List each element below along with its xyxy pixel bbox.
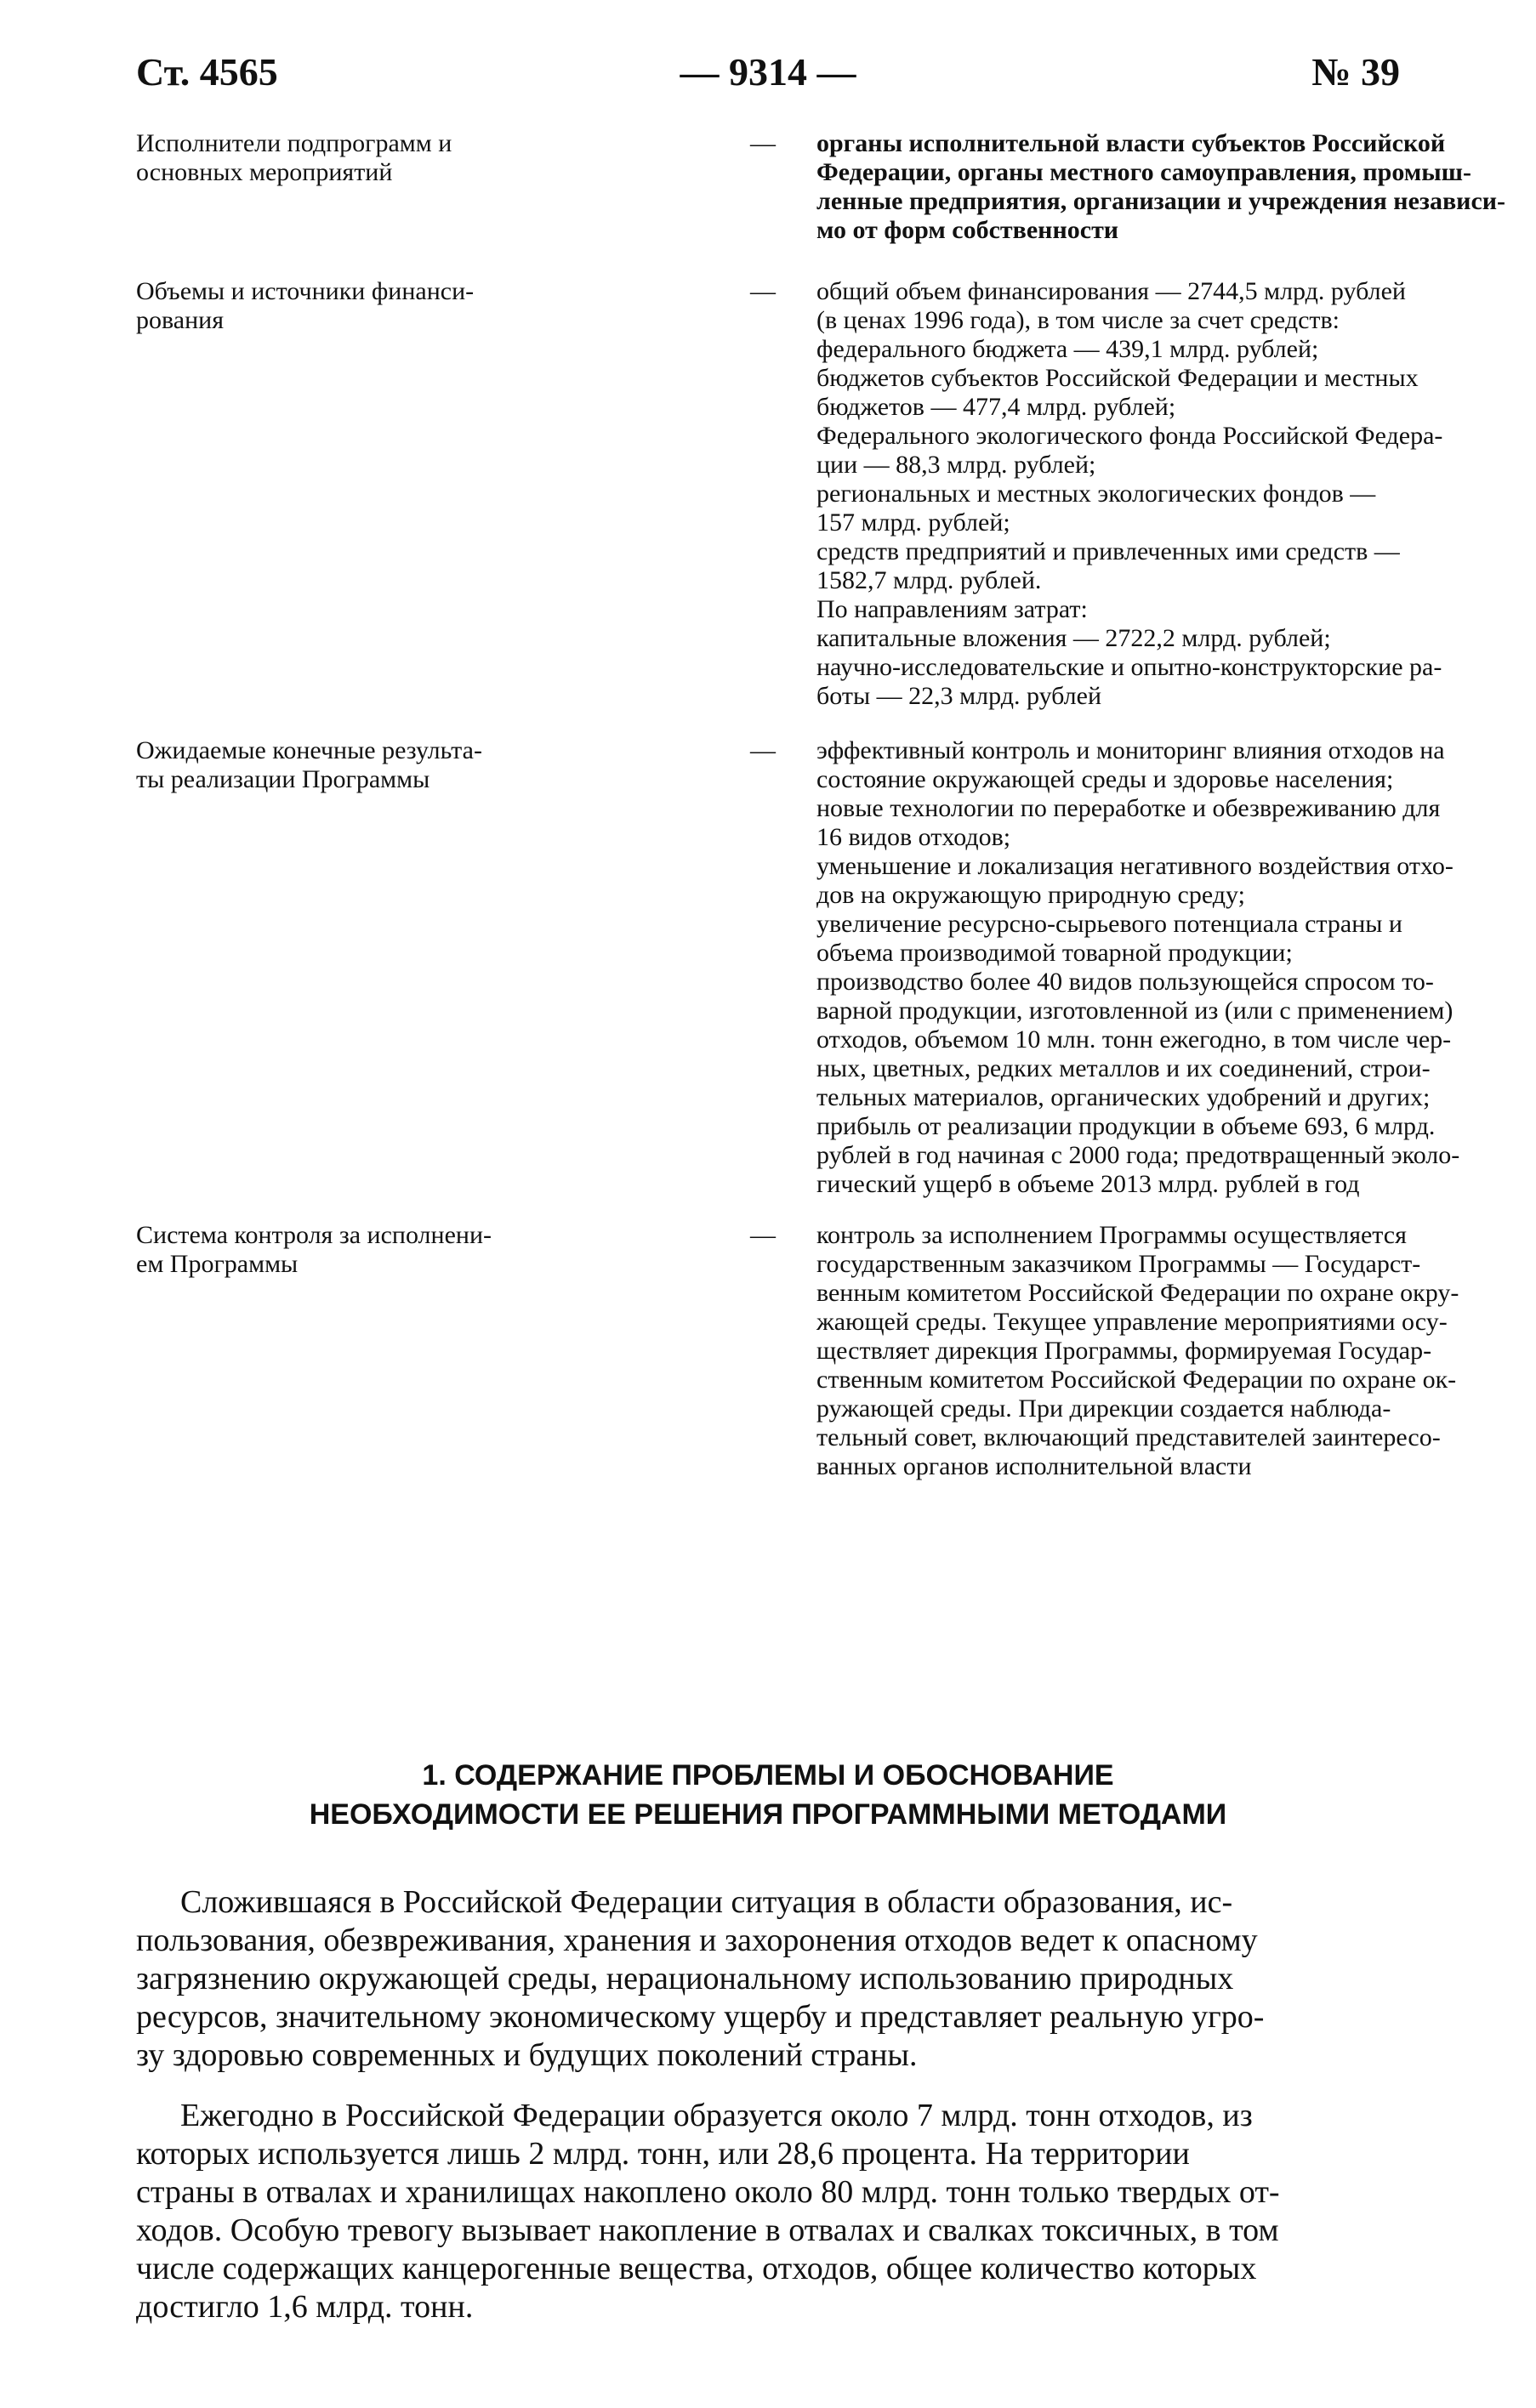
passport-label: Ожидаемые конечные результа- ты реализации Программы — [136, 736, 482, 793]
passport-content: органы исполнительной власти субъектов Российской Федерации, органы местного самоуправления, промыш- ленные предприятия, организации и учреждения независи- мо от форм собственности — [816, 129, 1506, 244]
page-ref: Ст. 4565 — [136, 50, 278, 94]
page-number: — 9314 — — [680, 50, 856, 94]
passport-dash: — — [750, 736, 776, 764]
passport-content: эффективный контроль и мониторинг влияния отходов на состояние окружающей среды и здоровье населения; новые технологии по переработке и обезвреживанию для 16 видов отходов; уменьшение и локализация негативного воздействия отхо- дов на окружающую природную среду; увеличение ресурсно-сырьевого потенциала страны и объема производимой товарной продукции; производство более 40 видов пользующейся спросом то- варной продукции, изготовленной из (или с применением) отходов, объемом 10 млн. тонн ежегодно, в том числе чер- ных, цветных, редких металлов и их соединений, строи- тельных материалов, органических удобрений и других; прибыль от реализации продукции в объеме 693, 6 млрд. рублей в год начиная с 2000 года; предотвращенный эколо- гический ущерб в объеме 2013 млрд. рублей в год — [816, 736, 1460, 1198]
passport-label: Исполнители подпрограмм и основных мероприятий — [136, 129, 452, 186]
paragraph-1: Сложившаяся в Российской Федерации ситуация в области образования, ис- пользования, обезвреживания, хранения и захоронения отходов ведет к опасному загрязнению окружающей среды, нерациональному использованию природных ресурсов, значительному экономическому ущербу и представляет реальную угро- зу здоровью современных и будущих поколений страны. — [136, 1884, 1265, 2073]
issue-number: № 39 — [1311, 50, 1400, 94]
paragraph-2: Ежегодно в Российской Федерации образуется около 7 млрд. тонн отходов, из которых используется лишь 2 млрд. тонн, или 28,6 процента. На территории страны в отвалах и хранилищах накоплено около 80 млрд. тонн только твердых от- ходов. Особую тревогу вызывает накопление в отвалах и свалках токсичных, в том числе содержащих канцерогенные вещества, отходов, общее количество которых достигло 1,6 млрд. тонн. — [136, 2098, 1280, 2325]
passport-label: Объемы и источники финанси- рования — [136, 277, 475, 334]
passport-dash: — — [750, 1221, 776, 1249]
passport-dash: — — [750, 129, 776, 157]
passport-content: общий объем финансирования — 2744,5 млрд. рублей (в ценах 1996 года), в том числе за счет средств: федерального бюджета — 439,1 млрд. рублей; бюджетов субъектов Российской Федерации и местных бюджетов — 477,4 млрд. рублей; Федерального экологического фонда Российской Федера- ции — 88,3 млрд. рублей; региональных и местных экологических фондов — 157 млрд. рублей; средств предприятий и привлеченных ими средств — 1582,7 млрд. рублей. По направлениям затрат: капитальные вложения — 2722,2 млрд. рублей; научно-исследовательские и опытно-конструкторские ра- боты — 22,3 млрд. рублей — [816, 277, 1443, 710]
passport-dash: — — [750, 277, 776, 305]
passport-content: контроль за исполнением Программы осуществляется государственным заказчиком Программы — Государст- венным комитетом Российской Федерации по охране окру- жающей среды. Текущее управление мероприятиями осу- ществляет дирекция Программы, формируемая Государ- ственным комитетом Российской Федерации по охране ок- ружающей среды. При дирекции создается наблюда- тельный совет, включающий представителей заинтересо- ванных органов исполнительной власти — [816, 1221, 1459, 1480]
page-header — [136, 49, 1400, 100]
section-title: 1. СОДЕРЖАНИЕ ПРОБЛЕМЫ И ОБОСНОВАНИЕ НЕОБХОДИМОСТИ ЕЕ РЕШЕНИЯ ПРОГРАММНЫМИ МЕТОДАМИ — [309, 1759, 1227, 1831]
passport-label: Система контроля за исполнени- ем Программы — [136, 1221, 492, 1278]
